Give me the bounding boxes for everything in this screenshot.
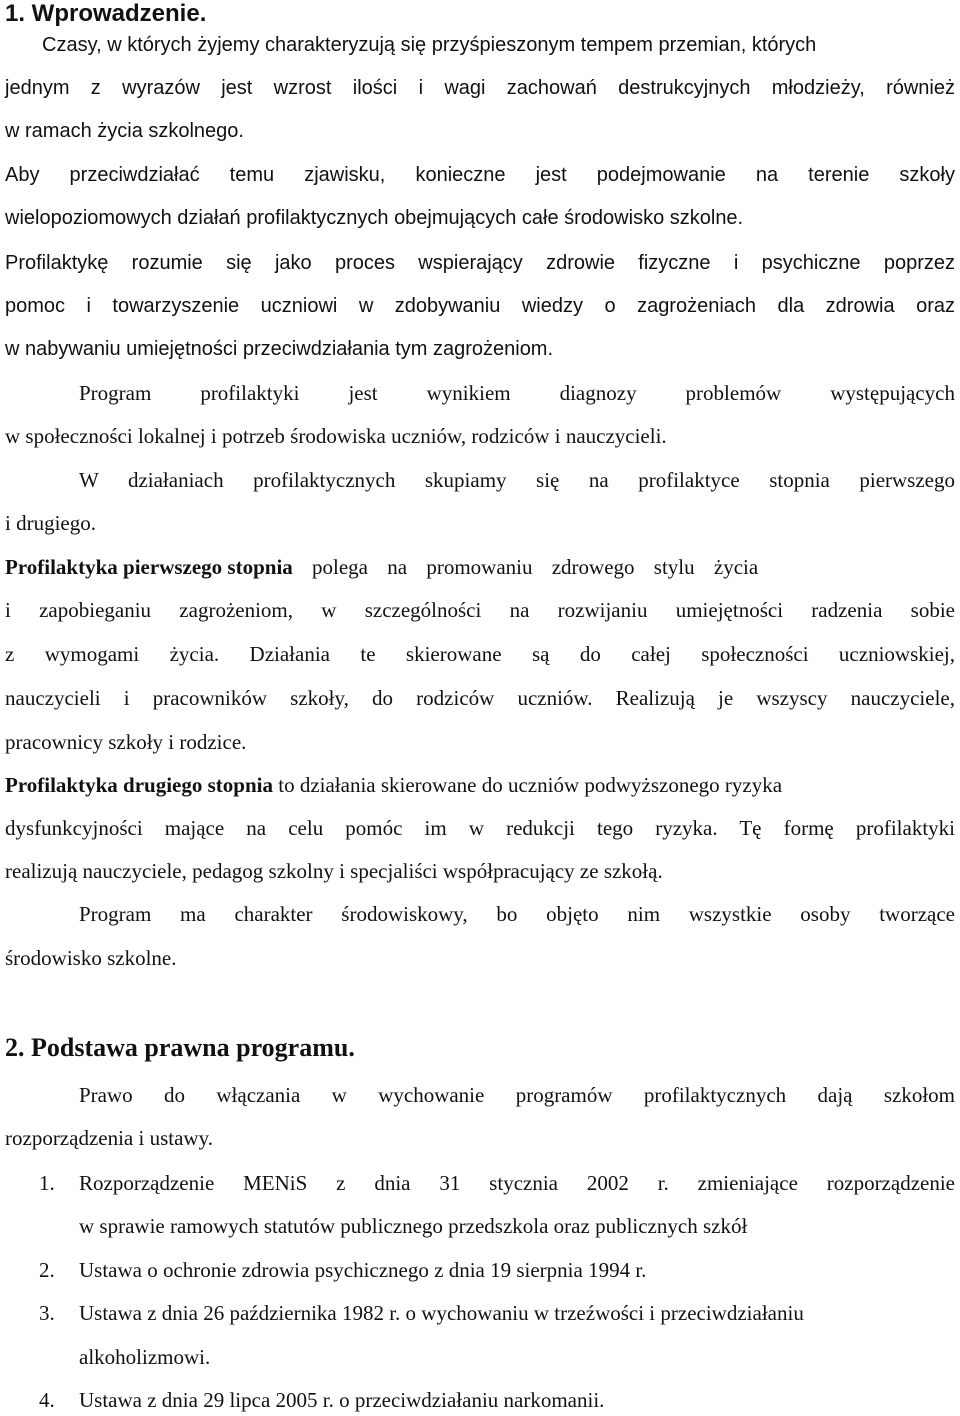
paragraph-line: w ramach życia szkolnego. (5, 120, 244, 142)
paragraph-line: Czasy, w których żyjemy charakteryzują się przyśpieszonym tempem przemian, których (42, 34, 817, 56)
paragraph-line: Profilaktykę rozumie się jako proces wspierający zdrowie fizyczne i psychiczne poprzez (5, 252, 955, 274)
paragraph-line: środowisko szkolne. (5, 946, 177, 970)
first-degree-term: Profilaktyka pierwszego stopnia (5, 555, 293, 579)
list-item-continuation: w sprawie ramowych statutów publicznego przedszkola oraz publicznych szkół (79, 1214, 748, 1238)
list-item: Ustawa o ochronie zdrowia psychicznego z dnia 19 sierpnia 1994 r. (79, 1258, 647, 1282)
paragraph-line: rozporządzenia i ustawy. (5, 1126, 213, 1150)
paragraph-line: pracownicy szkoły i rodzice. (5, 730, 247, 754)
list-item: Ustawa z dnia 26 października 1982 r. o wychowaniu w trzeźwości i przeciwdziałaniu (79, 1301, 804, 1325)
paragraph-line: wielopoziomowych działań profilaktycznych obejmujących całe środowisko szkolne. (5, 207, 744, 229)
section-2-heading: 2. Podstawa prawna programu. (5, 1033, 355, 1062)
list-item: Rozporządzenie MENiS z dnia 31 stycznia 2002 r. zmieniające rozporządzenie (79, 1171, 955, 1195)
paragraph-line: Program ma charakter środowiskowy, bo objęto nim wszystkie osoby tworzące (79, 902, 955, 926)
paragraph-line: jednym z wyrazów jest wzrost ilości i wagi zachowań destrukcyjnych młodzieży, również (5, 77, 955, 99)
paragraph-line: Program profilaktyki jest wynikiem diagnozy problemów występujących (79, 381, 955, 405)
paragraph-line: pomoc i towarzyszenie uczniowi w zdobywaniu wiedzy o zagrożeniach dla zdrowia oraz (5, 295, 955, 317)
paragraph-line: i zapobieganiu zagrożeniom, w szczególności na rozwijaniu umiejętności radzenia sobie (5, 598, 955, 622)
paragraph-line: z wymogami życia. Działania te skierowane są do całej społeczności uczniowskiej, (5, 642, 955, 666)
list-item: Ustawa z dnia 29 lipca 2005 r. o przeciwdziałaniu narkomanii. (79, 1388, 605, 1412)
paragraph-text: polega na promowaniu zdrowego stylu życia (292, 555, 759, 579)
paragraph-line-second-degree (5, 771, 955, 799)
list-item-number: 1. (39, 1171, 55, 1195)
list-item-number: 2. (39, 1258, 55, 1282)
paragraph-line: nauczycieli i pracowników szkoły, do rodziców uczniów. Realizują je wszyscy nauczyciele, (5, 686, 955, 710)
paragraph-line-first-degree (5, 553, 955, 581)
list-item-number: 3. (39, 1301, 55, 1325)
paragraph-line: realizują nauczyciele, pedagog szkolny i specjaliści współpracujący ze szkołą. (5, 859, 663, 883)
section-1-heading: 1. Wprowadzenie. (5, 0, 207, 27)
paragraph-text: to działania skierowane do uczniów podwyższonego ryzyka (272, 773, 783, 797)
paragraph-line: W działaniach profilaktycznych skupiamy się na profilaktyce stopnia pierwszego (79, 468, 955, 492)
paragraph-line: w społeczności lokalnej i potrzeb środowiska uczniów, rodziców i nauczycieli. (5, 424, 667, 448)
paragraph-line: dysfunkcyjności mające na celu pomóc im w redukcji tego ryzyka. Tę formę profilaktyki (5, 816, 955, 840)
paragraph-line: Aby przeciwdziałać temu zjawisku, konieczne jest podejmowanie na terenie szkoły (5, 164, 955, 186)
second-degree-term: Profilaktyka drugiego stopnia (5, 773, 273, 797)
list-item-number: 4. (39, 1388, 55, 1412)
paragraph-line: Prawo do włączania w wychowanie programów profilaktycznych dają szkołom (79, 1083, 955, 1107)
paragraph-line: i drugiego. (5, 511, 96, 535)
list-item-continuation: alkoholizmowi. (79, 1345, 211, 1369)
paragraph-line: w nabywaniu umiejętności przeciwdziałania tym zagrożeniom. (5, 338, 554, 360)
